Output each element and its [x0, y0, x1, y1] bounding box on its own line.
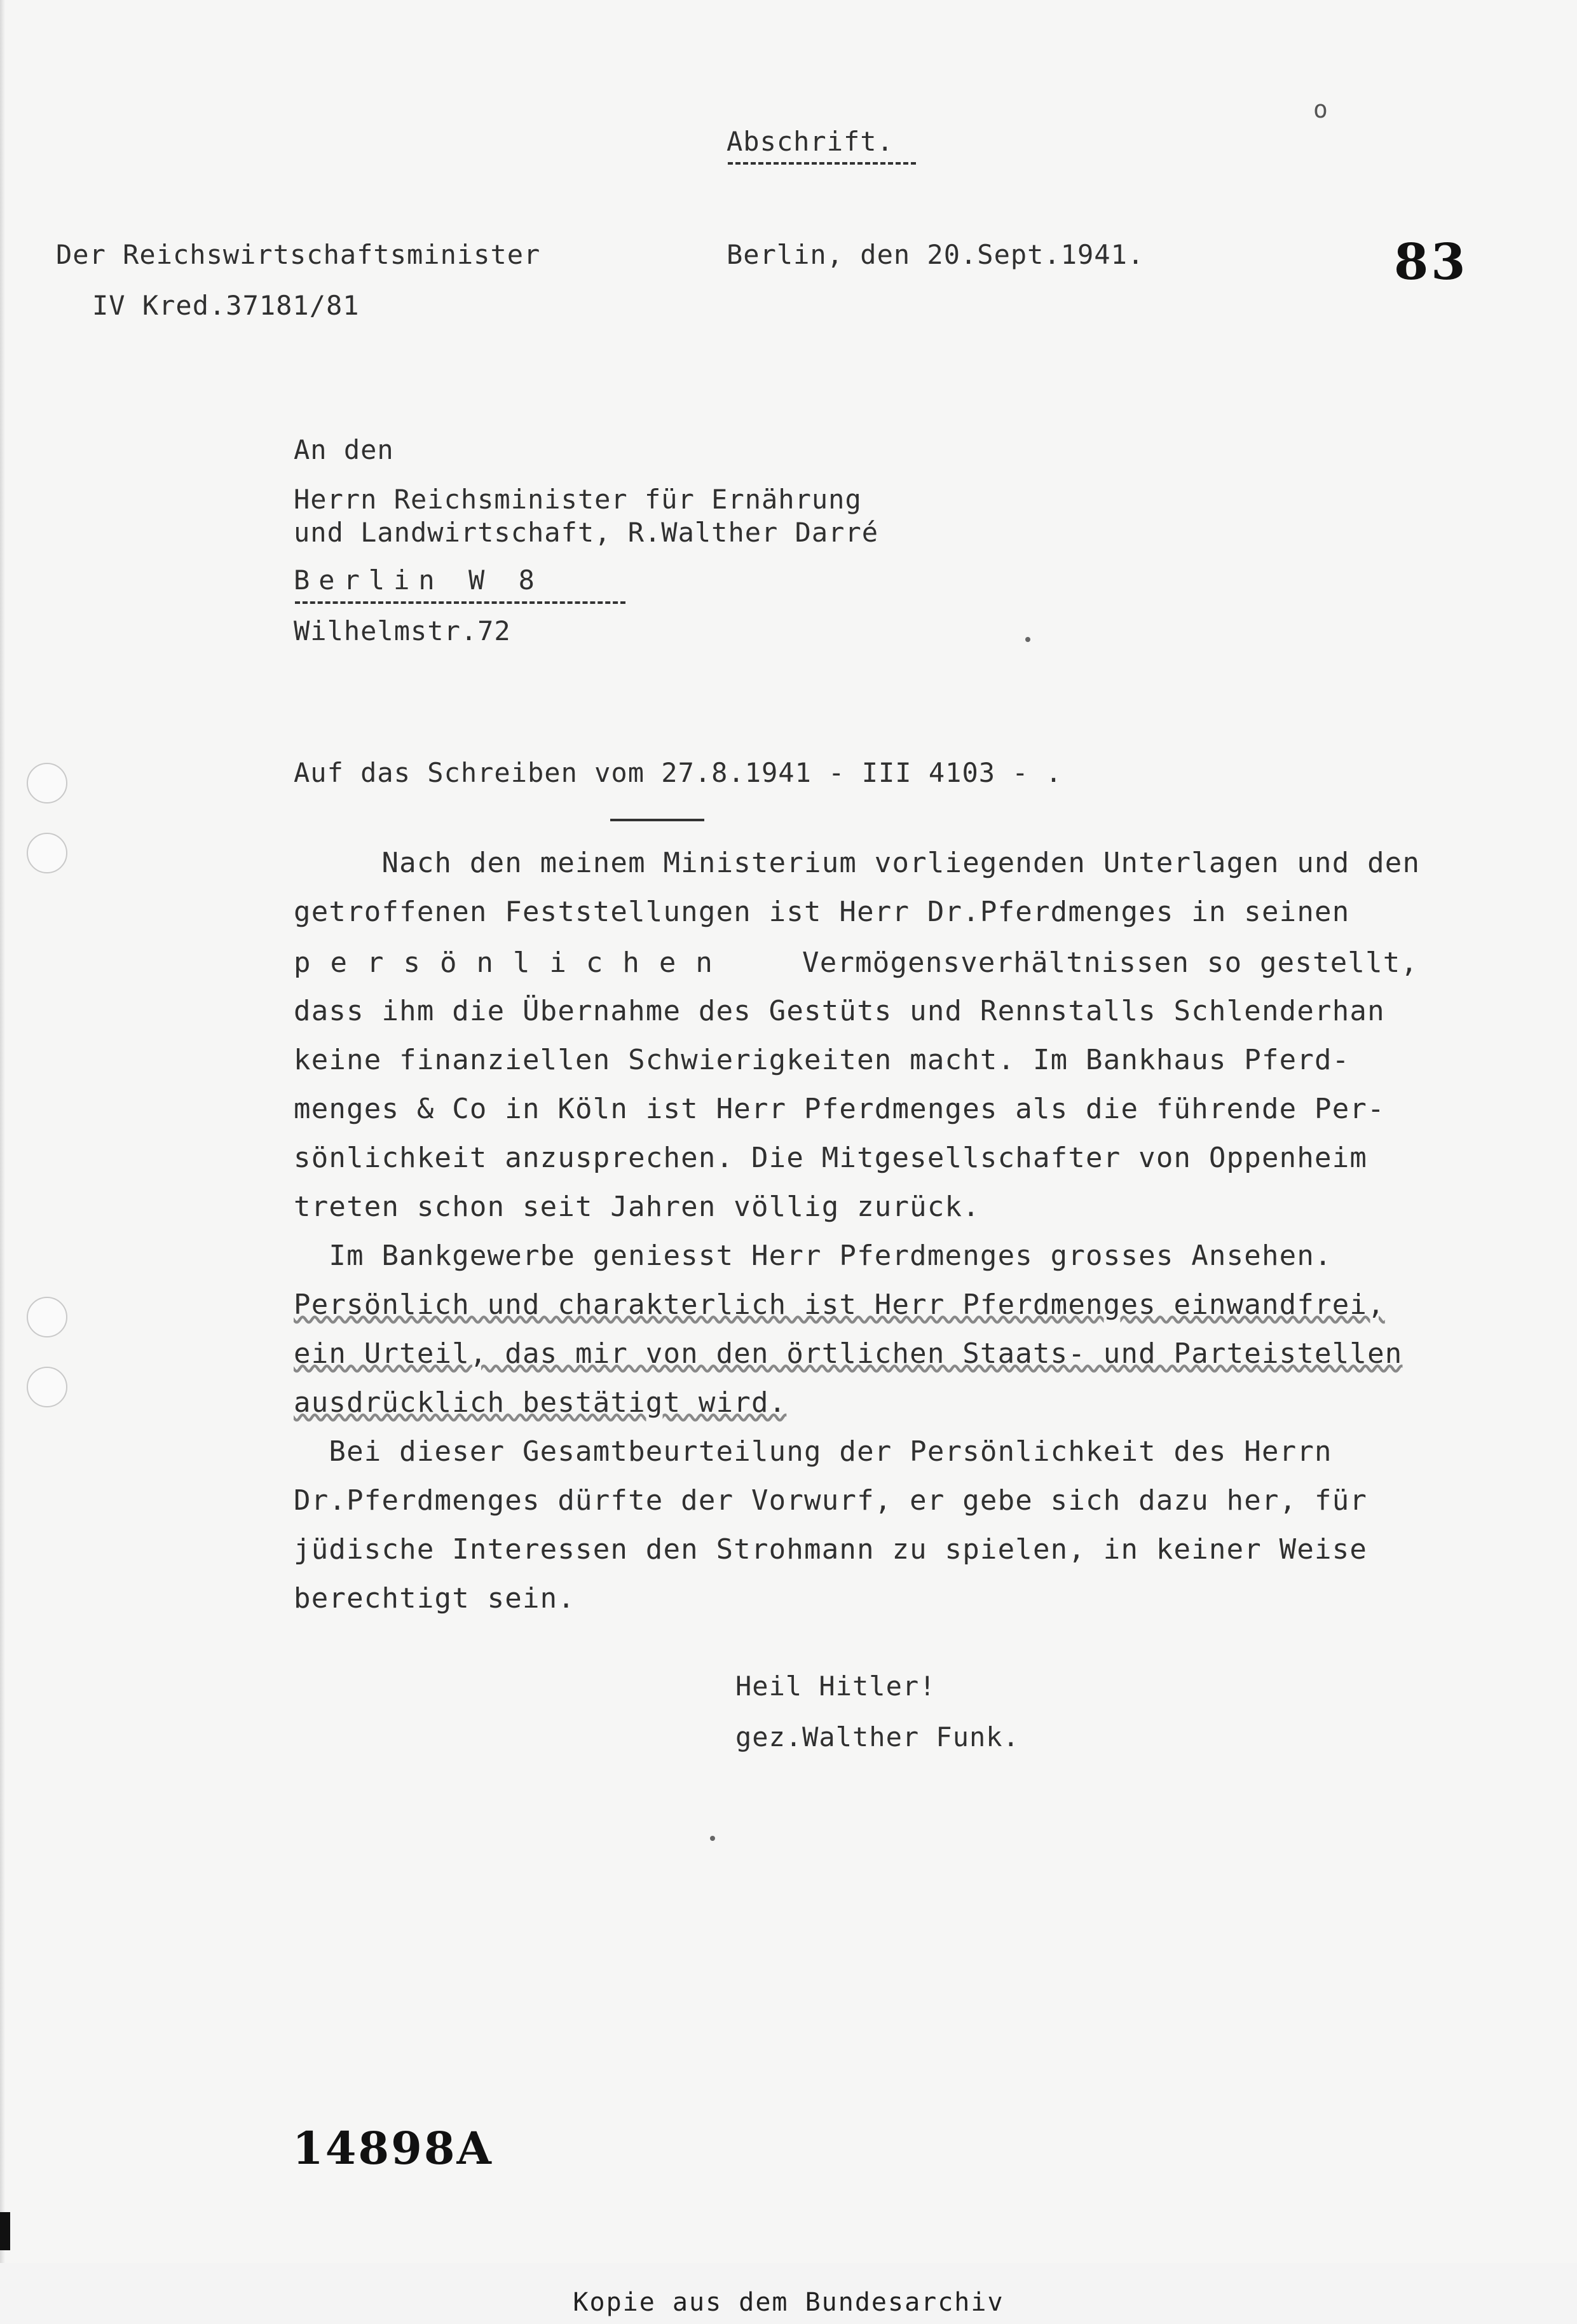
archive-number: 14898A — [292, 2122, 493, 2175]
archive-footer: Kopie aus dem Bundesarchiv — [573, 2288, 1004, 2317]
page-edge-shadow — [0, 0, 5, 2263]
body-line-underlined: ein Urteil, das mir von den örtlichen Staats- und Parteistellen — [294, 1337, 1403, 1370]
sender-name: Der Reichswirtschaftsminister — [56, 239, 541, 270]
punch-hole — [27, 1367, 67, 1407]
punch-hole — [27, 1297, 67, 1337]
stray-dot — [1025, 637, 1030, 642]
body-line: Dr.Pferdmenges dürfte der Vorwurf, er gebe sich dazu her, für — [294, 1484, 1368, 1517]
page-number: 83 — [1394, 233, 1468, 291]
document-title: Abschrift. — [727, 126, 894, 157]
recipient-city: Berlin W 8 — [294, 564, 543, 596]
punch-hole — [27, 763, 67, 803]
body-line: treten schon seit Jahren völlig zurück. — [294, 1191, 980, 1223]
reference-separator — [610, 819, 704, 821]
stray-dot — [710, 1836, 715, 1841]
body-line-underlined: Persönlich und charakterlich ist Herr Pferdmenges einwandfrei, — [294, 1288, 1385, 1321]
body-line: Im Bankgewerbe geniesst Herr Pferdmenges grosses Ansehen. — [294, 1240, 1332, 1272]
closing-salutation: Heil Hitler! — [735, 1671, 936, 1702]
signature: gez.Walther Funk. — [735, 1721, 1020, 1753]
body-line: keine finanziellen Schwierigkeiten macht. Im Bankhaus Pferd- — [294, 1044, 1350, 1076]
sender-reference: IV Kred.37181/81 — [92, 290, 360, 321]
corner-pencil-mark: o — [1313, 95, 1328, 123]
body-line: Nach den meinem Ministerium vorliegenden Unterlagen und den — [294, 847, 1421, 879]
reference-line: Auf das Schreiben vom 27.8.1941 - III 4103 - . — [294, 757, 1063, 788]
body-spaced-word: persönlichen — [294, 947, 732, 979]
recipient-salutation: An den — [294, 434, 394, 465]
title-underline — [728, 162, 916, 165]
body-line: sönlichkeit anzusprechen. Die Mitgesellschafter von Oppenheim — [294, 1142, 1368, 1174]
recipient-title: Herrn Reichsminister für Ernährung — [294, 484, 862, 515]
recipient-name: und Landwirtschaft, R.Walther Darré — [294, 517, 879, 548]
margin-black-mark — [0, 2212, 10, 2250]
body-line: berechtigt sein. — [294, 1582, 576, 1615]
city-underline — [295, 601, 625, 604]
punch-hole — [27, 833, 67, 873]
body-line: dass ihm die Übernahme des Gestüts und Rennstalls Schlenderhan — [294, 995, 1385, 1027]
body-line-underlined: ausdrücklich bestätigt wird. — [294, 1386, 787, 1419]
body-line: jüdische Interessen den Strohmann zu spielen, in keiner Weise — [294, 1533, 1368, 1566]
body-line: Bei dieser Gesamtbeurteilung der Persönlichkeit des Herrn — [294, 1435, 1332, 1468]
body-line: menges & Co in Köln ist Herr Pferdmenges als die führende Per- — [294, 1093, 1385, 1125]
dateline: Berlin, den 20.Sept.1941. — [727, 239, 1145, 270]
recipient-street: Wilhelmstr.72 — [294, 615, 511, 646]
body-line: getroffenen Feststellungen ist Herr Dr.Pferdmenges in seinen — [294, 896, 1350, 928]
body-line: Vermögensverhältnissen so gestellt, — [802, 947, 1419, 979]
